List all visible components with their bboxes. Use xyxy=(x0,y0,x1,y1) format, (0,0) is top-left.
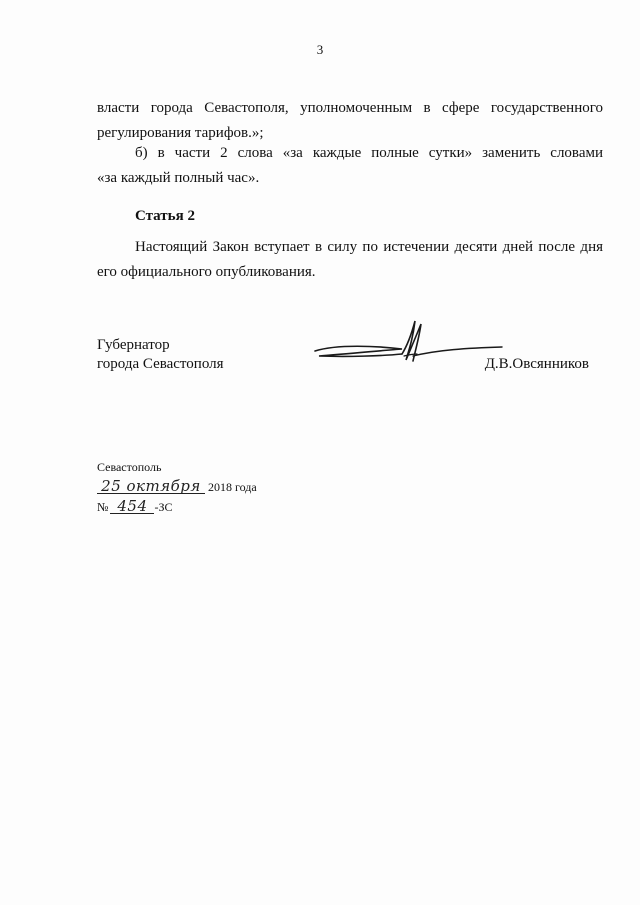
paragraph-line: его официального опубликования. xyxy=(97,264,316,280)
handwritten-date: 25 октября xyxy=(97,479,205,494)
date-row xyxy=(97,478,257,498)
paragraph-item-b xyxy=(97,141,603,191)
place-city: Севастополь xyxy=(97,460,162,474)
paragraph-article-2 xyxy=(97,235,603,285)
paragraph-continuation xyxy=(97,96,603,146)
page-number: 3 xyxy=(316,42,324,57)
paragraph-line: «за каждый полный час». xyxy=(97,170,260,186)
handwritten-signature-icon xyxy=(307,316,507,376)
number-sign: № xyxy=(97,500,109,514)
law-number-row xyxy=(97,498,257,518)
signatory-title xyxy=(97,336,224,374)
article-heading: Статья 2 xyxy=(135,208,195,224)
signature-block xyxy=(97,336,603,386)
paragraph-line: б) в части 2 слова «за каждые полные сутки» заменить словами xyxy=(135,145,603,161)
year-text: 2018 года xyxy=(208,480,257,494)
handwritten-law-number: 454 xyxy=(110,499,154,514)
place-date-block xyxy=(97,458,257,518)
paragraph-line: Настоящий Закон вступает в силу по истечении десяти дней после дня xyxy=(135,239,603,255)
signatory-title-line: Губернатор xyxy=(97,337,170,353)
number-suffix: -ЗС xyxy=(154,500,173,514)
paragraph-line: регулирования тарифов.»; xyxy=(97,125,264,141)
signatory-name: Д.В.Овсянников xyxy=(484,356,589,372)
signatory-title-line: города Севастополя xyxy=(97,356,224,372)
paragraph-line: власти города Севастополя, уполномоченным в сфере государственного xyxy=(97,100,603,116)
